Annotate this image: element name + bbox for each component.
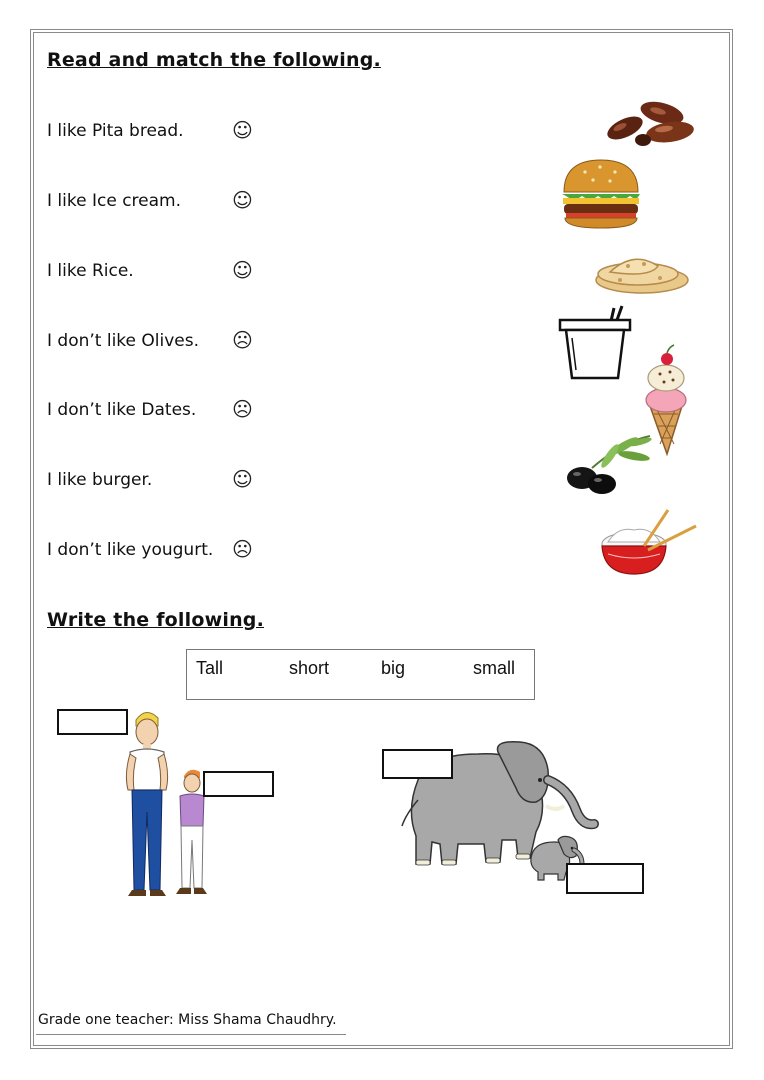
sentence-6: I like burger. [47,470,153,490]
pita-bread-image [590,240,694,304]
word-small: small [473,658,516,678]
sentence-2: I like Ice cream. [47,191,181,211]
section2-heading: Write the following. [47,609,265,631]
smiley-icon: ☺ [232,188,253,212]
tall-man-image [118,708,220,902]
smiley-icon: ☺ [232,258,253,282]
answer-box-short[interactable] [203,771,274,797]
answer-box-tall[interactable] [57,709,128,735]
answer-box-small[interactable] [566,863,644,894]
olives-image [562,432,652,496]
section1-heading: Read and match the following. [47,49,381,71]
sentence-5: I don’t like Dates. [47,400,197,420]
sentence-1: I like Pita bread. [47,121,184,141]
frowny-icon: ☹ [232,397,253,421]
word-tall: Tall [196,658,224,678]
smiley-icon: ☺ [232,467,253,491]
yogurt-image [556,304,640,382]
dates-image [600,95,700,150]
sentence-3: I like Rice. [47,261,134,281]
frowny-icon: ☹ [232,328,253,352]
teacher-credit: Grade one teacher: Miss Shama Chaudhry. [38,1012,337,1028]
word-big: big [381,658,406,678]
word-short: short [289,658,330,678]
answer-box-big[interactable] [382,749,453,779]
smiley-icon: ☺ [232,118,253,142]
footer-underline [36,1034,346,1035]
rice-bowl-image [598,508,698,580]
burger-image [560,158,642,230]
frowny-icon: ☹ [232,537,253,561]
sentence-4: I don’t like Olives. [47,331,200,351]
sentence-7: I don’t like yougurt. [47,540,214,560]
